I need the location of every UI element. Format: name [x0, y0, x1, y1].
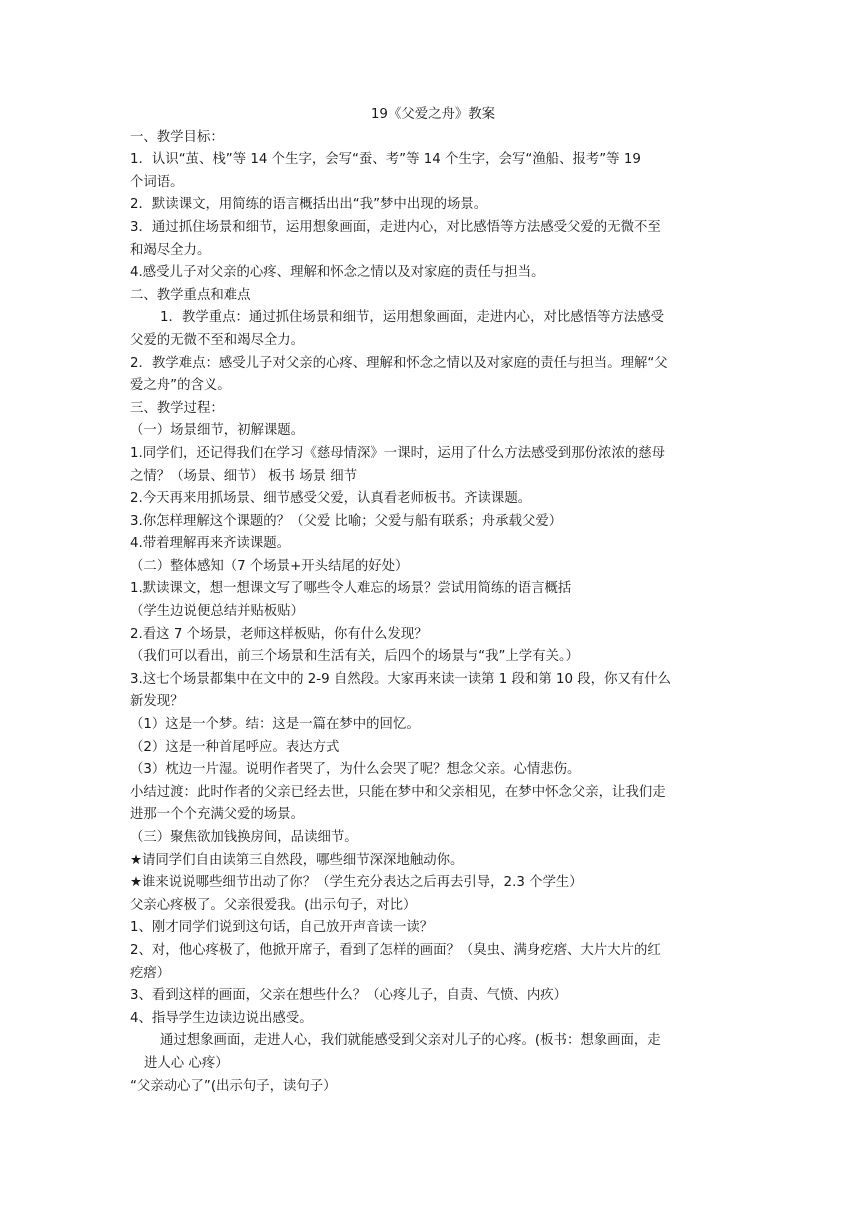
paragraph-line: 进人心 心疼）: [144, 1055, 229, 1071]
paragraph-line: 2、对，他心疼极了，他掀开席子，看到了怎样的画面？（臭虫、满身疙瘩、大片大片的红: [130, 942, 661, 958]
paragraph-line: 进那一个个充满父爱的场景。: [130, 807, 305, 823]
paragraph-line: 之情？（场景、细节） 板书 场景 细节: [130, 468, 358, 484]
paragraph-line: 通过想象画面，走进人心，我们就能感受到父亲对儿子的心疼。(板书：想象画面，走: [160, 1033, 661, 1049]
paragraph-line: 2．教学难点：感受儿子对父亲的心疼、理解和怀念之情以及对家庭的责任与担当。理解“父: [130, 355, 668, 371]
paragraph-line: （学生边说便总结并贴板贴）: [130, 604, 305, 620]
paragraph-line: 父爱的无微不至和竭尽全力。: [130, 332, 305, 348]
paragraph-line: 4.感受儿子对父亲的心疼、理解和怀念之情以及对家庭的责任与担当。: [130, 265, 545, 281]
paragraph-line: 爱之舟”的含义。: [130, 378, 231, 394]
paragraph-line: 疙瘩）: [130, 965, 171, 981]
paragraph-line: （1）这是一个梦。结：这是一篇在梦中的回忆。: [130, 717, 420, 733]
subsection-heading: （三）聚焦欲加钱换房间，品读细节。: [130, 830, 358, 845]
paragraph-line: 1.同学们，还记得我们在学习《慈母情深》一课时，运用了什么方法感受到那份浓浓的慈母: [130, 445, 666, 461]
paragraph-line: 新发现？: [130, 694, 184, 710]
paragraph-line: 和竭尽全力。: [130, 242, 211, 258]
paragraph-line: 2．默读课文，用简练的语言概括出出“我”梦中出现的场景。: [130, 197, 488, 213]
paragraph-line: 3.这七个场景都集中在文中的 2-9 自然段。大家再来读一读第 1 段和第 10 段，你又有什么: [130, 671, 672, 687]
paragraph-line: 4、指导学生边读边说出感受。: [130, 1010, 313, 1026]
document-title: 19《父爱之舟》教案: [370, 107, 496, 122]
paragraph-line: （我们可以看出，前三个场景和生活有关，后四个的场景与“我”上学有关。）: [130, 649, 580, 665]
paragraph-line: ★请同学们自由读第三自然段，哪些细节深深地触动你。: [130, 852, 464, 868]
paragraph-line: 1.默读课文，想一想课文写了哪些令人难忘的场景？尝试用简练的语言概括: [130, 581, 572, 597]
paragraph-line: 父亲心疼极了。父亲很爱我。(出示句子，对比）: [130, 897, 417, 913]
paragraph-line: “父亲动心了”(出示句子，读句子）: [130, 1078, 337, 1094]
paragraph-line: 个词语。: [130, 174, 184, 190]
paragraph-line: （3）枕边一片湿。说明作者哭了，为什么会哭了呢？想念父亲。心情悲伤。: [130, 762, 581, 778]
paragraph-line: 2.今天再来用抓场景、细节感受父爱，认真看老师板书。齐读课题。: [130, 491, 532, 507]
paragraph-line: ★谁来说说哪些细节出动了你？（学生充分表达之后再去引导，2.3 个学生）: [130, 875, 583, 891]
paragraph-line: 2.看这 7 个场景，老师这样板贴，你有什么发现？: [130, 626, 428, 642]
paragraph-line: 3.你怎样理解这个课题的？（父爱 比喻；父爱与船有联系；舟承载父爱）: [130, 513, 563, 529]
section-heading: 二、教学重点和难点: [130, 287, 251, 303]
paragraph-line: 3、看到这样的画面，父亲在想些什么？（心疼儿子，自责、气愤、内疚）: [130, 988, 568, 1004]
subsection-heading: （二）整体感知（7 个场景+开头结尾的好处）: [130, 558, 409, 574]
paragraph-line: 4.带着理解再来齐读课题。: [130, 536, 291, 552]
paragraph-line: （2）这是一种首尾呼应。表达方式: [130, 739, 340, 755]
section-heading: 一、教学目标：: [130, 129, 224, 145]
paragraph-line: 3．通过抓住场景和细节，运用想象画面，走进内心，对比感悟等方法感受父爱的无微不至: [130, 219, 661, 235]
paragraph-line: 1、刚才同学们说到这句话，自己放开声音读一读？: [130, 920, 434, 936]
paragraph-line: 小结过渡：此时作者的父亲已经去世，只能在梦中和父亲相见，在梦中怀念父亲，让我们走: [130, 784, 666, 800]
subsection-heading: （一）场景细节，初解课题。: [130, 423, 305, 439]
paragraph-line: 1．教学重点：通过抓住场景和细节，运用想象画面，走进内心，对比感悟等方法感受: [160, 310, 664, 326]
paragraph-line: 1．认识“茧、栈”等 14 个生字，会写“蚕、考”等 14 个生字，会写“渔船、报考”等 19: [130, 152, 641, 168]
section-heading: 三、教学过程：: [130, 400, 224, 416]
document-body: [130, 104, 732, 1098]
